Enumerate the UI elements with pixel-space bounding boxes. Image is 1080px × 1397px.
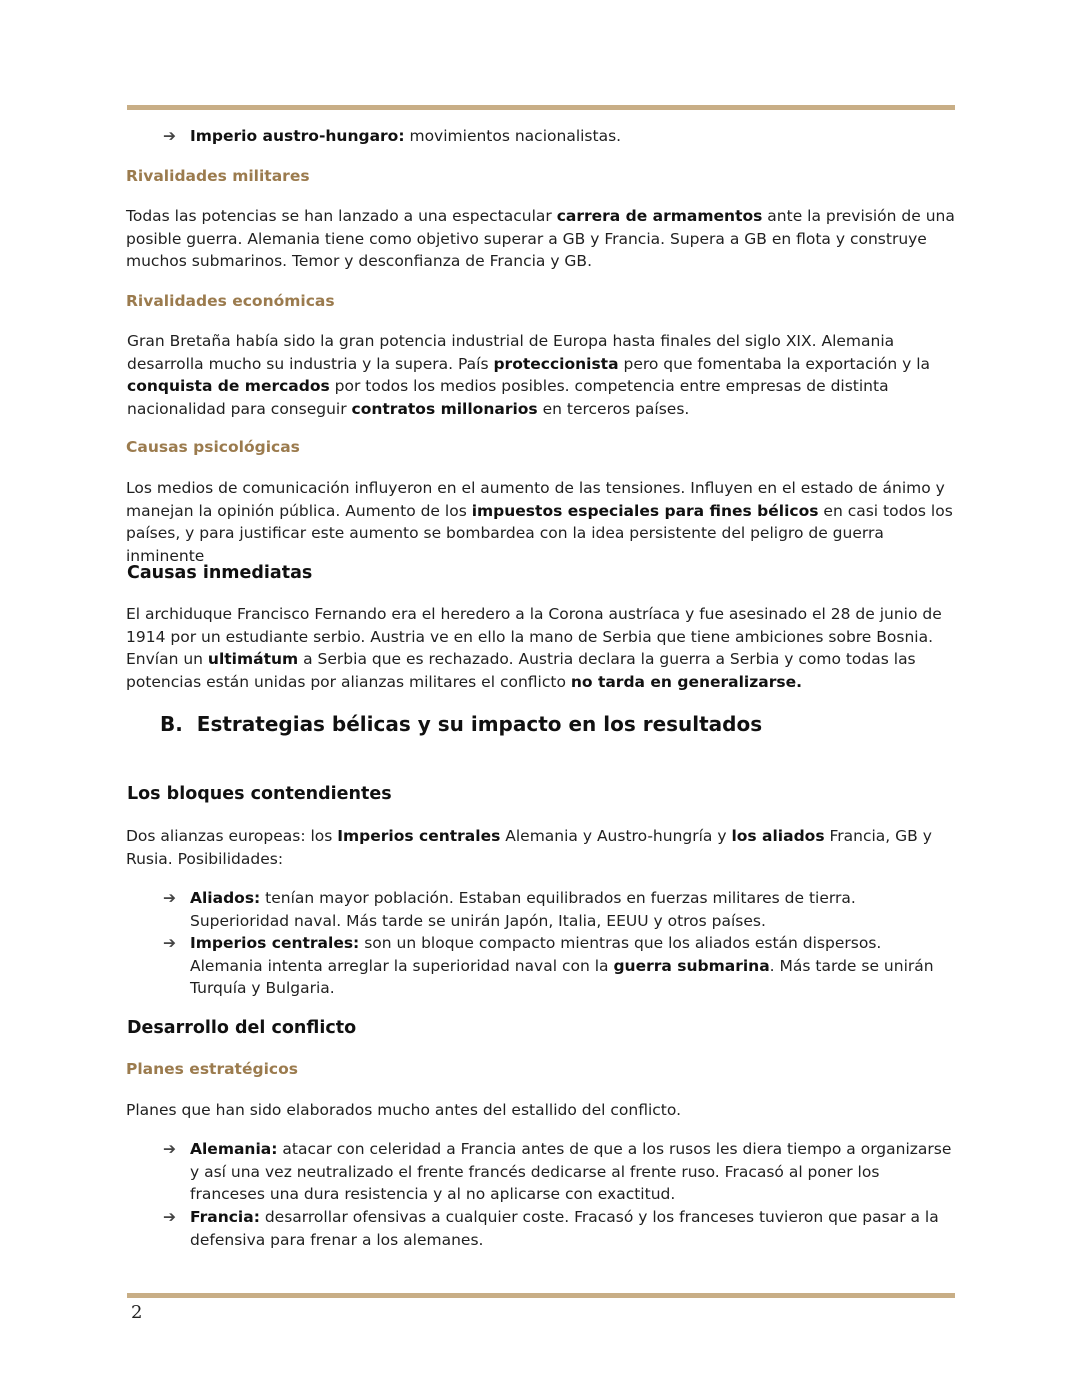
list-item-francia: ➔ Francia: desarrollar ofensivas a cualquier coste. Fracasó y los franceses tuvieron que pasar a la defensiva para frenar a los alemanes. xyxy=(163,1208,939,1249)
paragraph-militares: Todas las potencias se han lanzado a una espectacular carrera de armamentos ante la previsión de una posible guerra. Alemania tiene como objetivo superar a GB y Francia. Supera a GB en flota y construye muchos submarinos. Temor y desconfianza de Francia y GB. xyxy=(126,207,955,270)
list-item-label: Imperio austro-hungaro: xyxy=(190,127,405,145)
section-b-title: B. Estrategias bélicas y su impacto en los resultados xyxy=(160,712,763,736)
paragraph-psicologicas: Los medios de comunicación influyeron en el aumento de las tensiones. Influyen en el estado de ánimo y manejan la opinión pública. Aumento de los impuestos especiales para fines bélicos en casi todos los países, y para justificar este aumento se bombardea con la idea persistente del peligro de guerra inminente xyxy=(126,479,953,565)
arrow-icon: ➔ xyxy=(163,1140,176,1158)
arrow-icon: ➔ xyxy=(163,934,176,952)
paragraph-bloques: Dos alianzas europeas: los Imperios centrales Alemania y Austro-hungría y los aliados Francia, GB y Rusia. Posibilidades: xyxy=(126,827,932,868)
list-item-aliados: ➔ Aliados: tenían mayor población. Estaban equilibrados en fuerzas militares de tierra. Superioridad naval. Más tarde se unirán Japón, Italia, EEUU y otros países. xyxy=(163,889,856,930)
top-rule xyxy=(127,105,955,110)
list-item-imperios: ➔ Imperios centrales: son un bloque compacto mientras que los aliados están dispersos. Alemania intenta arreglar la superioridad naval con la guerra submarina. Más tarde se unirán Turquía y Bulgaria. xyxy=(163,934,934,997)
subheading-militares: Rivalidades militares xyxy=(126,167,310,185)
page-number: 2 xyxy=(131,1302,143,1323)
list-item-alemania: ➔ Alemania: atacar con celeridad a Francia antes de que a los rusos les diera tiempo a organizarse y así una vez neutralizado el frente francés dedicarse al frente ruso. Fracasó al poner los franceses una dura resistencia y al no aplicarse con exactitud. xyxy=(163,1140,952,1203)
paragraph-economicas: Gran Bretaña había sido la gran potencia industrial de Europa hasta finales del siglo XIX. Alemania desarrolla mucho su industria y la supera. País proteccionista pero que fomentaba la exportación y la conquista de mercados por todos los medios posibles. competencia entre empresas de distinta nacionalidad para conseguir contratos millonarios en terceros países. xyxy=(127,332,931,418)
heading-desarrollo: Desarrollo del conflicto xyxy=(127,1018,357,1038)
subheading-economicas: Rivalidades económicas xyxy=(126,292,335,310)
bottom-rule xyxy=(127,1293,955,1298)
subheading-psicologicas: Causas psicológicas xyxy=(126,438,300,456)
heading-causas-inmediatas: Causas inmediatas xyxy=(127,563,313,583)
paragraph-planes: Planes que han sido elaborados mucho antes del estallido del conflicto. xyxy=(126,1101,682,1119)
list-item: ➔ Imperio austro-hungaro: movimientos nacionalistas. xyxy=(163,125,958,148)
subheading-planes: Planes estratégicos xyxy=(126,1060,298,1078)
arrow-icon: ➔ xyxy=(163,1208,176,1226)
arrow-icon: ➔ xyxy=(163,889,176,907)
heading-bloques: Los bloques contendientes xyxy=(127,784,392,804)
paragraph-inmediatas: El archiduque Francisco Fernando era el heredero a la Corona austríaca y fue asesinado el 28 de junio de 1914 por un estudiante serbio. Austria ve en ello la mano de Serbia que tiene ambiciones sobre Bosnia. Envían un ultimátum a Serbia que es rechazado. Austria declara la guerra a Serbia y como todas las potencias están unidas por alianzas militares el conflicto no tarda en generalizarse. xyxy=(126,605,942,691)
arrow-icon: ➔ xyxy=(163,127,176,145)
